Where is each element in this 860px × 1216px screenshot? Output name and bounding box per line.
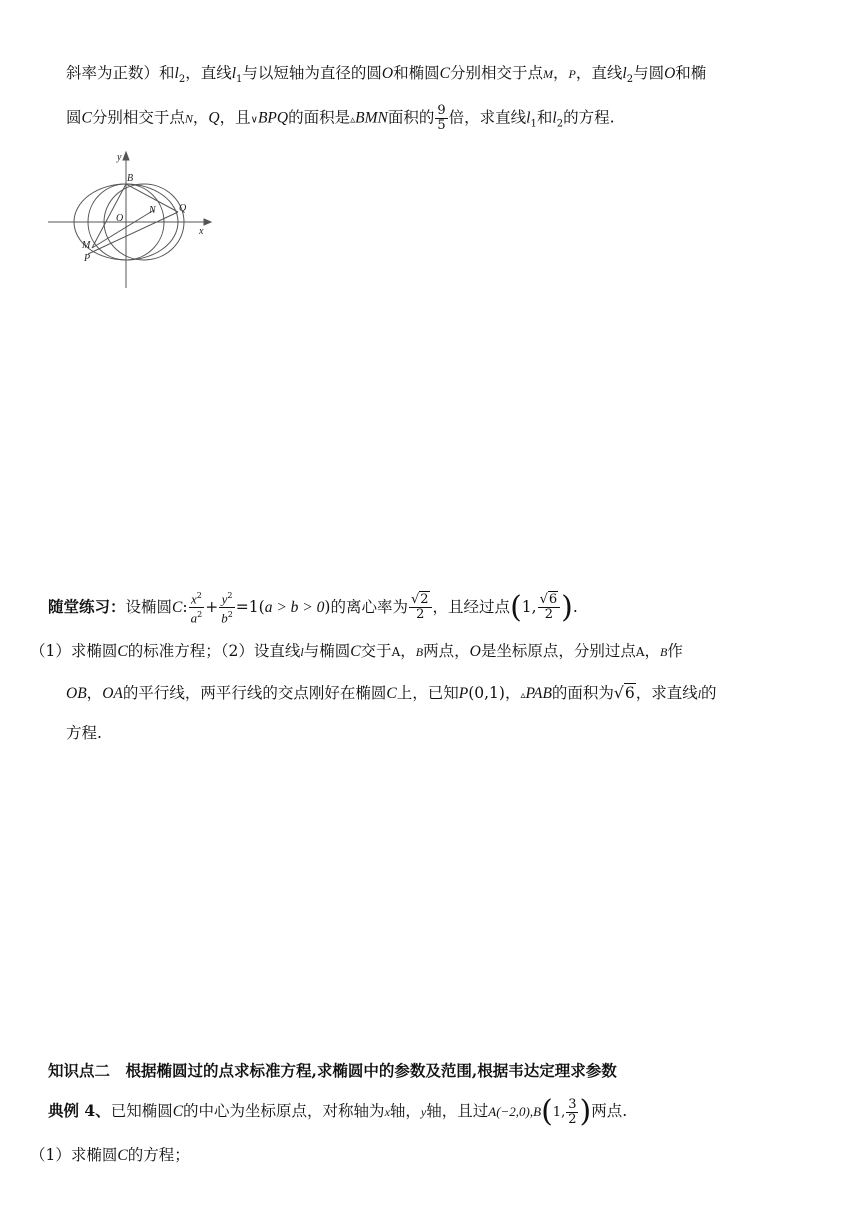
radicand: 6 [624, 684, 635, 702]
var-OB: OB [66, 685, 87, 702]
text: 圆 [66, 108, 82, 127]
var-C: C [439, 65, 450, 82]
text: 是坐标原点，分别过点 [480, 642, 636, 660]
text: =1 [235, 597, 259, 616]
text: 的面积为 [551, 684, 614, 702]
fraction-sqrt2-2: $\frac{√2}{2}$ [409, 593, 432, 622]
problem-line-2 [66, 104, 615, 136]
text: 已知椭圆 [110, 1102, 173, 1120]
var-O: O [469, 643, 481, 660]
fraction-sqrt6-2: $\frac{√6}{2}$ [538, 593, 561, 622]
text: ， [553, 64, 569, 82]
problem-line-1 [66, 62, 706, 91]
var-C: C [117, 1147, 128, 1164]
var-P: P [458, 685, 469, 702]
label-x: x [199, 226, 204, 237]
fraction-9-5 [435, 104, 447, 133]
superscript: 2 [227, 591, 233, 600]
text: ，求直线 [635, 684, 698, 702]
text: + [205, 597, 219, 616]
denominator: 2 [544, 607, 553, 623]
paren-open: ( [510, 589, 522, 625]
radicand: 6 [548, 592, 558, 608]
text: 轴， [389, 1102, 421, 1120]
text: 交于 [360, 642, 392, 660]
subscript: 2 [556, 118, 564, 130]
practice-line-3: OB，OA的平行线，两平行线的交点刚好在椭圆C上，已知P(0,1)，▵PAB的面积为√6，求直线l的 [66, 684, 717, 702]
point-a: A(−2,0), [488, 1104, 534, 1119]
fraction-x2-a2 [189, 589, 205, 627]
label-n: N [149, 205, 156, 216]
practice-heading: 随堂练习： [48, 596, 126, 616]
subscript: 2 [626, 74, 634, 86]
text: 的中心为坐标原点，对称轴为 [183, 1102, 385, 1120]
text: 与椭圆 [303, 642, 351, 660]
label-y: y [117, 152, 122, 163]
text: 的面积是 [288, 108, 351, 127]
paren-open: ( [541, 1094, 553, 1129]
point-x: 1, [552, 1105, 566, 1120]
var-a: a [190, 610, 198, 626]
text: 和椭圆 [393, 64, 440, 82]
numerator: 9 [437, 103, 446, 118]
var-B: B [415, 645, 424, 659]
var-l: l [552, 109, 557, 127]
text: 的标准方程；（2）设直线 [127, 642, 301, 660]
var-C: C [172, 598, 183, 616]
text: 分别相交于点 [449, 64, 543, 82]
var-l: l [622, 65, 627, 82]
var-l: l [697, 687, 702, 701]
text: 的方程. [563, 108, 615, 127]
text: 轴，且过 [426, 1102, 489, 1120]
y-axis-arrow [123, 152, 129, 160]
var-C: C [117, 643, 128, 660]
point-x: 1, [521, 597, 537, 616]
label-q: Q [179, 203, 187, 214]
text: 的 [701, 684, 717, 702]
var-l: l [174, 65, 179, 82]
text: 面积的 [387, 108, 435, 127]
denominator: 2 [416, 607, 425, 623]
var-y: y [221, 591, 228, 607]
var-B: B [533, 1104, 542, 1119]
text: 分别相交于点 [91, 108, 185, 127]
label-m: M [82, 240, 91, 251]
paren: ) [324, 597, 331, 616]
text: （1）求椭圆 [30, 1146, 118, 1164]
subscript: 2 [178, 74, 186, 86]
var-A: A [391, 645, 401, 659]
practice-line-2 [30, 640, 683, 663]
fraction-y2-b2 [219, 589, 235, 627]
var-C: C [386, 685, 397, 702]
text: 两点. [591, 1102, 628, 1120]
label-o: O [116, 213, 124, 224]
text: ， [400, 642, 416, 660]
var-O: O [664, 65, 676, 82]
text: 和 [536, 108, 553, 127]
numerator: 3 [568, 1096, 577, 1112]
var-P: P [568, 67, 576, 81]
text: 和椭 [675, 64, 707, 82]
paren: ( [258, 597, 265, 616]
text: 上，已知 [396, 684, 459, 702]
var-C: C [172, 1103, 184, 1120]
text: ， [504, 684, 521, 702]
var-A: A [635, 645, 645, 659]
text: . [572, 597, 578, 616]
var-Q: Q [208, 109, 220, 127]
var-C: C [350, 643, 361, 660]
var-PAB: PAB [525, 685, 552, 702]
denominator: 2 [568, 1111, 577, 1127]
var-C: C [81, 109, 92, 127]
text: 的方程； [127, 1146, 190, 1164]
example-label: 典例 4、 [48, 1101, 111, 1120]
var-l: l [231, 65, 237, 82]
paren-close: ) [579, 1094, 592, 1129]
superscript: 2 [196, 591, 202, 600]
text: 与圆 [633, 64, 665, 82]
var-B: B [660, 645, 668, 659]
radicand: 2 [420, 592, 429, 608]
text: （1）求椭圆 [30, 642, 118, 660]
text: 与以短轴为直径的圆 [242, 64, 382, 82]
text: ， [644, 642, 661, 660]
denominator: 5 [437, 118, 446, 133]
text: ，且 [219, 108, 251, 127]
text: 倍，求直线 [448, 108, 527, 127]
var-l: l [300, 645, 304, 659]
label-p: P [84, 253, 91, 264]
section-title: 知识点二 根据椭圆过的点求标准方程,求椭圆中的参数及范围,根据韦达定理求参数 [48, 1061, 617, 1080]
text: 方程. [66, 724, 102, 742]
superscript: 2 [227, 610, 233, 620]
text: 两点， [423, 642, 470, 660]
superscript: 2 [197, 610, 203, 620]
var-b: b [221, 610, 228, 626]
text: ，直线 [185, 64, 232, 82]
text: 作 [667, 642, 683, 660]
x-axis-arrow [204, 219, 211, 225]
var-l: l [526, 109, 531, 127]
var-BMN: BMN [355, 109, 388, 127]
triangle-symbol: ∨ [250, 114, 258, 126]
var-x: x [190, 591, 197, 607]
example-4-question-1 [30, 1144, 190, 1167]
var-BPQ: BPQ [257, 109, 289, 127]
practice-line-4 [66, 722, 102, 744]
text: ， [192, 108, 209, 127]
fraction-3-2 [566, 1098, 578, 1127]
point: (0,1) [468, 684, 505, 702]
var-N: N [184, 111, 193, 126]
text: 设椭圆 [125, 597, 173, 616]
text: 的平行线，两平行线的交点刚好在椭圆 [122, 684, 387, 702]
label-b: B [127, 173, 134, 184]
condition: a > b > 0 [264, 598, 325, 616]
triangle-symbol: ▵ [350, 114, 356, 126]
var-x: x [384, 1105, 390, 1119]
subscript: 1 [530, 118, 537, 130]
var-O: O [381, 65, 394, 82]
practice-line-1 [48, 589, 578, 627]
var-M: M [543, 67, 553, 81]
ellipse-circle-figure [48, 150, 218, 290]
triangle-symbol: ▵ [520, 690, 526, 701]
text: ，直线 [575, 64, 623, 82]
var-OA: OA [102, 685, 123, 702]
var-y: y [420, 1105, 427, 1119]
text: ，且经过点 [432, 597, 511, 616]
example-4-line [48, 1096, 627, 1128]
subscript: 1 [236, 74, 243, 86]
text: 斜率为正数）和 [66, 64, 175, 82]
text: 的离心率为 [330, 597, 408, 616]
text: : [182, 597, 188, 616]
text: ， [86, 684, 103, 702]
paren-close: ) [561, 589, 573, 625]
